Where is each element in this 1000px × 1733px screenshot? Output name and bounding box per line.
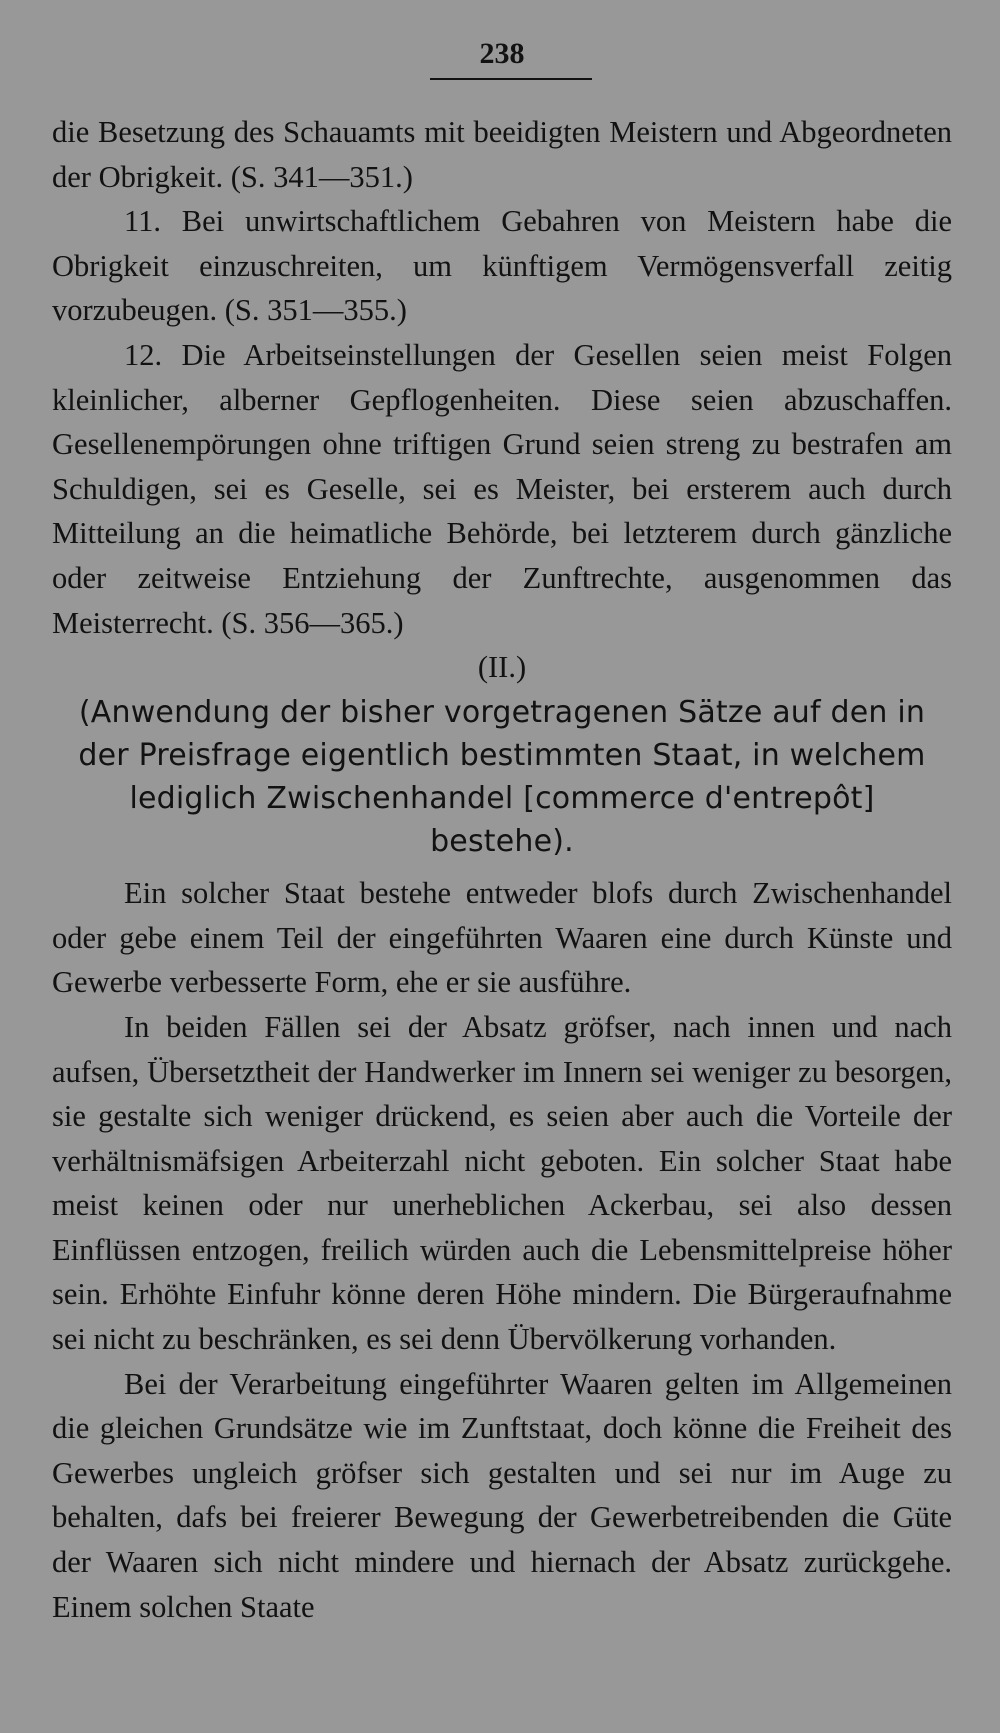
heading-line: (Anwendung der bisher vorgetragenen Sätze auf den in	[78, 695, 926, 731]
paragraph-11: 11. Bei unwirtschaftlichem Gebahren von Meistern habe die Obrigkeit einzuschreiten, um künftigem Vermögensverfall zeitig vorzubeugen. (S. 351—355.)	[52, 204, 952, 328]
heading-line: der Preisfrage eigentlich bestimmten Staat, in welchem	[78, 738, 926, 774]
body-text	[52, 110, 952, 645]
section-number: (II.)	[477, 650, 527, 685]
paragraph-12: 12. Die Arbeitseinstellungen der Gesellen seien meist Folgen kleinlicher, alberner Gepflogenheiten. Diese seien abzuschaffen. Gesellenempörungen ohne triftigen Grund seien streng zu bestrafen am Schuldigen, sei es Geselle, sei es Meister, bei ersterem auch durch Mitteilung an die heimatliche Behörde, bei letzterem durch gänzliche oder zeitweise Entziehung der Zunftrechte, ausgenommen das Meisterrecht. (S. 356—365.)	[52, 337, 952, 640]
book-page	[52, 30, 952, 1629]
section-body	[52, 871, 952, 1629]
paragraph-trade-state: Ein solcher Staat bestehe entweder blofs durch Zwischenhandel oder gebe einem Teil der eingeführten Waaren eine durch Künste und Gewerbe verbesserte Form, ehe er sie ausführe.	[52, 876, 952, 1000]
header-rule	[430, 78, 592, 80]
heading-line: bestehe).	[430, 824, 574, 860]
paragraph-both-cases: In beiden Fällen sei der Absatz gröfser, nach innen und nach aufsen, Übersetztheit der Handwerker im Innern sei weniger zu besorgen, sie gestalte sich weniger drückend, es seien aber auch die Vorteile der verhältnismäfsigen Arbeiterzahl nicht geboten. Ein solcher Staat habe meist keinen oder nur unerheblichen Ackerbau, sei also dessen Einflüssen entzogen, freilich würden auch die Lebensmittelpreise höher sein. Erhöhte Einfuhr könne deren Höhe mindern. Die Bürgeraufnahme sei nicht zu beschränken, es sei denn Übervölkerung vorhanden.	[52, 1009, 952, 1357]
paragraph-processing: Bei der Verarbeitung eingeführter Waaren gelten im Allgemeinen die gleichen Grundsätze wie im Zunftstaat, doch könne die Freiheit des Gewerbes ungleich gröfser sich gestalten und sei nur im Auge zu behalten, dafs bei freierer Bewegung der Gewerbetreibenden die Güte der Waaren sich nicht mindere und hiernach der Absatz zurückgehe. Einem solchen Staate	[52, 1366, 952, 1624]
page-number: 238	[479, 37, 525, 70]
continuation-paragraph: die Besetzung des Schauamts mit beeidigten Meistern und Abgeordneten der Obrigkeit. (S. 341—351.)	[52, 115, 952, 194]
section-heading	[52, 691, 952, 863]
heading-line: lediglich Zwischenhandel [commerce d'entrepôt]	[129, 781, 875, 817]
